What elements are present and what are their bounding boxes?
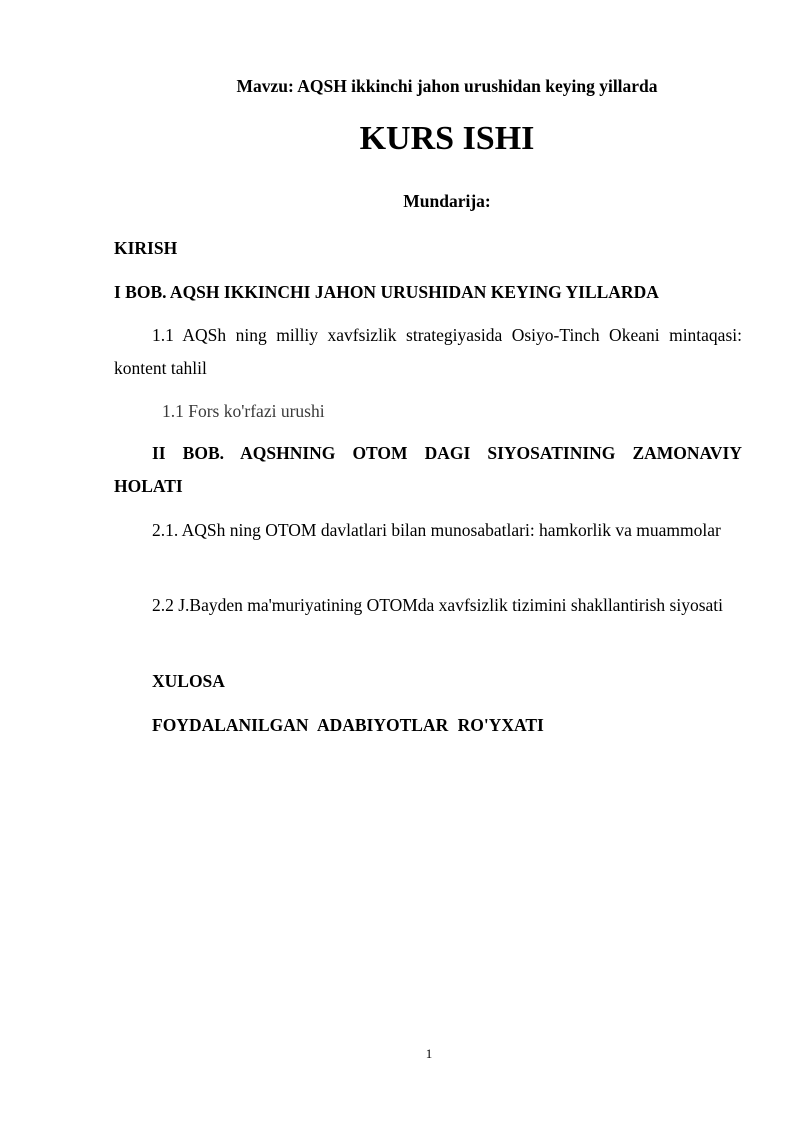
toc-section-2-1: 2.1. AQSh ning OTOM davlatlari bilan munosabatlari: hamkorlik va muammolar <box>152 520 721 540</box>
toc-intro: KIRISH <box>114 238 178 258</box>
topic-line: Mavzu: AQSH ikkinchi jahon urushidan keying yillarda <box>236 76 658 96</box>
toc-section-2-2: 2.2 J.Bayden ma'muriyatining OTOMda xavfsizlik tizimini shakllantirish siyosati <box>152 595 724 615</box>
toc-section-1-1b: 1.1 Fors ko'rfazi urushi <box>162 401 325 421</box>
contents-heading: Mundarija: <box>403 191 491 211</box>
toc-conclusion: XULOSA <box>152 671 225 691</box>
toc-references: FOYDALANILGAN ADABIYOTLAR RO'YXATI <box>152 715 544 735</box>
toc-chapter-2: II BOB. AQSHNING OTOM DAGI SIYOSATINING ZAMONAVIY HOLATI <box>114 443 742 496</box>
toc-section-1-1: 1.1 AQSh ning milliy xavfsizlik strategiyasida Osiyo-Tinch Okeani mintaqasi: kontent tahlil <box>114 325 742 378</box>
toc-chapter-1: I BOB. AQSH IKKINCHI JAHON URUSHIDAN KEYING YILLARDA <box>114 282 659 302</box>
page-number: 1 <box>425 1046 433 1061</box>
course-title: KURS ISHI <box>359 120 535 157</box>
